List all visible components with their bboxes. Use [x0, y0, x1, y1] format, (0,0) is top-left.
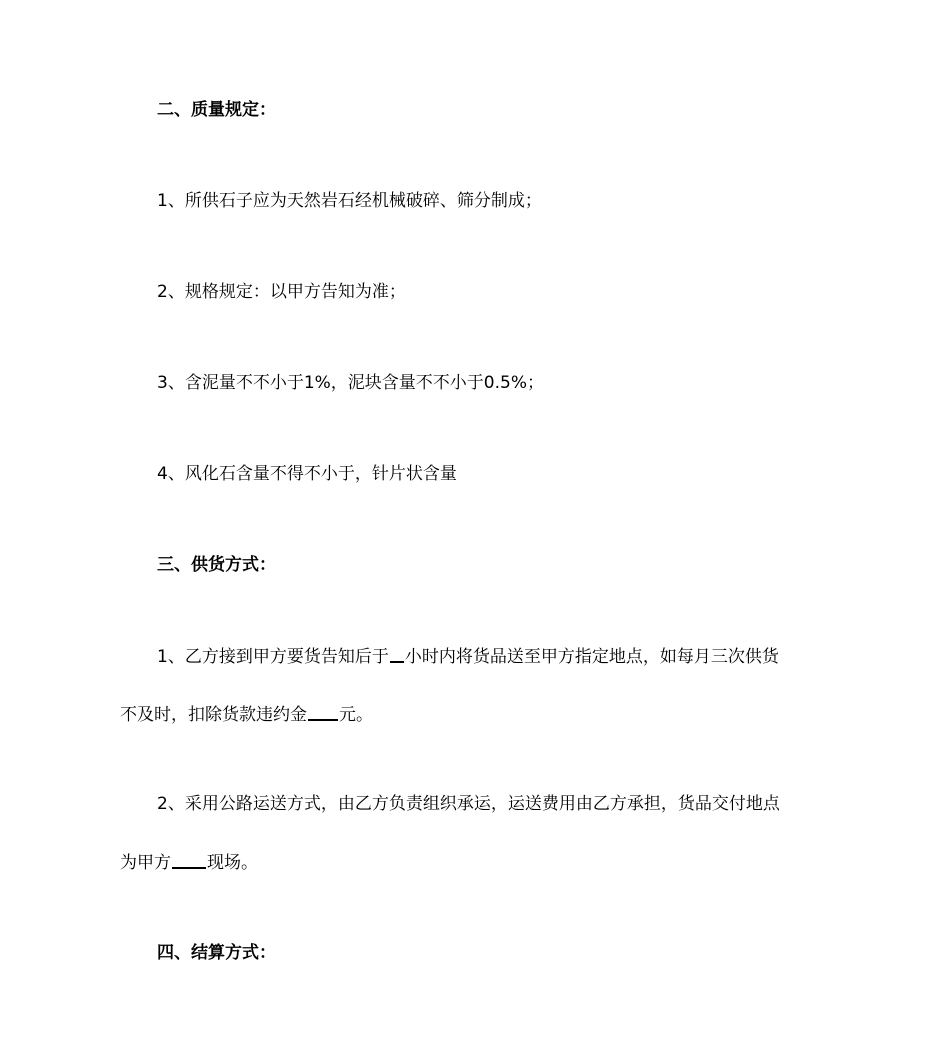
quality-item-2: 2、规格规定：以甲方告知为准； — [157, 282, 406, 302]
supply-item-2-text-b: 为甲方 — [120, 853, 171, 873]
section-heading-settlement: 四、结算方式： — [157, 943, 276, 963]
quality-item-3: 3、含泥量不不小于1%，泥块含量不不小于0.5%； — [157, 373, 544, 393]
section-heading-quality: 二、质量规定： — [157, 100, 276, 120]
quality-item-1: 1、所供石子应为天然岩石经机械破碎、筛分制成； — [157, 191, 542, 211]
supply-item-1-text-d: 元。 — [339, 705, 373, 725]
supply-item-2-line-2 — [120, 850, 258, 875]
supply-item-1-text-b: 小时内将货品送至甲方指定地点，如每月三次供货 — [404, 647, 779, 667]
quality-item-4: 4、风化石含量不得不小于，针片状含量 — [157, 464, 457, 484]
section-heading-supply: 三、供货方式： — [157, 555, 276, 575]
supply-item-1-text-c: 不及时，扣除货款违约金 — [120, 705, 307, 725]
blank-hours — [390, 644, 404, 663]
supply-item-1-line-1 — [157, 644, 779, 669]
supply-item-1-text-a: 1、乙方接到甲方要货告知后于 — [157, 647, 389, 667]
supply-item-2-line-1: 2、采用公路运送方式，由乙方负责组织承运，运送费用由乙方承担，货品交付地点 — [157, 794, 780, 814]
blank-delivery-site — [172, 850, 206, 869]
supply-item-2-text-c: 现场。 — [207, 853, 258, 873]
supply-item-1-line-2 — [120, 702, 373, 727]
blank-penalty-amount — [308, 702, 338, 721]
